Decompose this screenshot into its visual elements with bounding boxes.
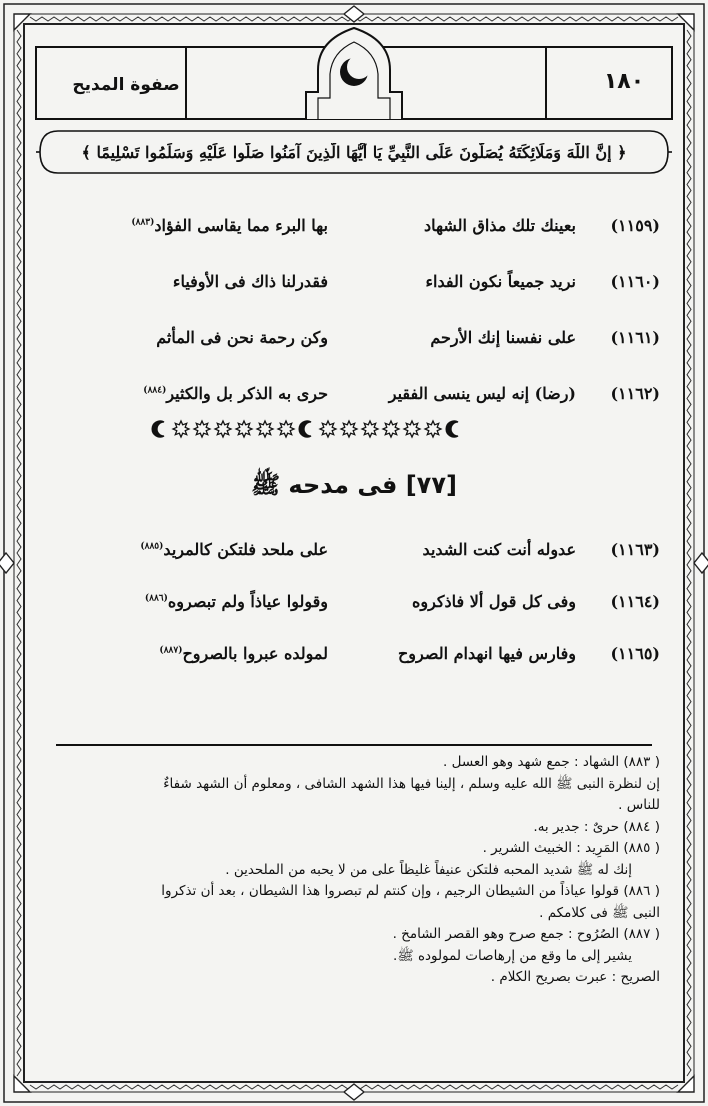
first-hemistich: نريد جميعاً نكون الفداء [425, 272, 576, 291]
page-header [36, 47, 672, 119]
line-number: (١١٦٤) [610, 592, 660, 611]
line-number: (١١٦٣) [610, 540, 660, 559]
footnote-line: إنك له ﷺ شديد المحبه فلتكن عنيفاً غليظاً على من لا يحبه من الملحدين . [225, 861, 632, 878]
first-hemistich: (رضا) إنه ليس ينسى الفقير [388, 384, 576, 403]
line-number: (١١٦٠) [610, 272, 660, 291]
footnote-line: إن لنظرة النبى ﷺ الله عليه وسلم ، إلينا فيها هذا الشهد الشافى ، ومعلوم أن الشهد شفاءٌ [163, 775, 660, 792]
poem-line [0, 272, 708, 302]
line-number: (١١٥٩) [610, 216, 660, 235]
footnote-ref: (٨٨٧) [159, 645, 183, 656]
quran-verse-banner [0, 133, 708, 173]
second-hemistich: فقدرلنا ذاك فى الأوفياء [172, 272, 328, 291]
ornament-divider [150, 418, 470, 440]
first-hemistich: عدوله أنت كنت الشديد [422, 540, 576, 559]
first-hemistich: وفارس فيها انهدام الصروح [397, 644, 576, 663]
footnote-ref: (٨٨٣) [131, 217, 155, 228]
footnote-ref: (٨٨٤) [143, 385, 167, 396]
line-number: (١١٦٢) [610, 384, 660, 403]
footnote-line: ( ٨٨٤) حرىٌ : جدير به. [533, 818, 660, 835]
line-number: (١١٦٥) [610, 644, 660, 663]
poem-line [0, 540, 708, 570]
poem-line [0, 216, 708, 246]
second-hemistich: لمولده عبروا بالصروح$^{(٨٨٧)}$ [159, 644, 328, 663]
footnote-line: ( ٨٨٥) المَرِيد : الخبيث الشرير . [482, 840, 660, 856]
poem-line [0, 592, 708, 622]
footnote-separator [56, 744, 652, 746]
second-hemistich: بها البرء مما يقاسى الفؤاد$^{(٨٨٣)}$ [131, 216, 328, 235]
poem-line [0, 328, 708, 358]
second-hemistich: على ملحد فلتكن كالمريد$^{(٨٨٥)}$ [140, 540, 328, 559]
poem-line [0, 644, 708, 674]
footnotes [56, 752, 660, 989]
footnote-line: يشير إلى ما وقع من إرهاصات لمولوده ﷺ. [393, 947, 632, 964]
first-hemistich: على نفسنا إنك الأرحم [430, 328, 576, 347]
footnote-ref: (٨٨٥) [140, 541, 164, 552]
poem-line [0, 384, 708, 414]
footnote-line: ( ٨٨٦) قولوا عياذاً من الشيطان الرجيم ، وإن كنتم لم تبصروا هذا الشيطان ، بعد أن تذكروا [161, 883, 660, 899]
page-number: ١٨٠ [603, 69, 645, 94]
second-hemistich: وقولوا عياذاً ولم تبصروه$^{(٨٨٦)}$ [144, 592, 328, 611]
running-title: صفوة المديح [72, 75, 180, 95]
footnote-ref: (٨٨٦) [144, 593, 168, 604]
line-number: (١١٦١) [610, 328, 660, 347]
footnote-line: ( ٨٨٧) الصُرُوح : جمع صرح وهو القصر الشامخ . [392, 926, 660, 942]
footnote-line: النبى ﷺ فى كلامكم . [539, 904, 660, 921]
first-hemistich: بعينك تلك مذاق الشهاد [423, 216, 576, 235]
footnote-line: الصريح : عبرت بصريح الكلام . [490, 969, 660, 985]
verse-text: ﴿ إِنَّ اللَّهَ وَمَلَائِكَتَهُ يُصَلُّونَ عَلَى النَّبِيِّ يَا أَيُّهَا الَّذِينَ آمَنُوا صَلُّوا عَلَيْهِ وَسَلِّمُوا تَسْلِيمًا ﴾ [81, 143, 627, 162]
footnote-line: ( ٨٨٣) الشهاد : جمع شهد وهو العسل . [443, 754, 660, 770]
second-hemistich: حرى به الذكر بل والكثير$^{(٨٨٤)}$ [143, 384, 328, 403]
first-hemistich: وفى كل قول ألا فاذكروه [411, 592, 576, 611]
section-title: [٧٧] فى مدحه ﷺ [251, 471, 457, 499]
second-hemistich: وكن رحمة نحن فى المأثم [156, 328, 328, 347]
footnote-line: للناس . [618, 797, 660, 813]
